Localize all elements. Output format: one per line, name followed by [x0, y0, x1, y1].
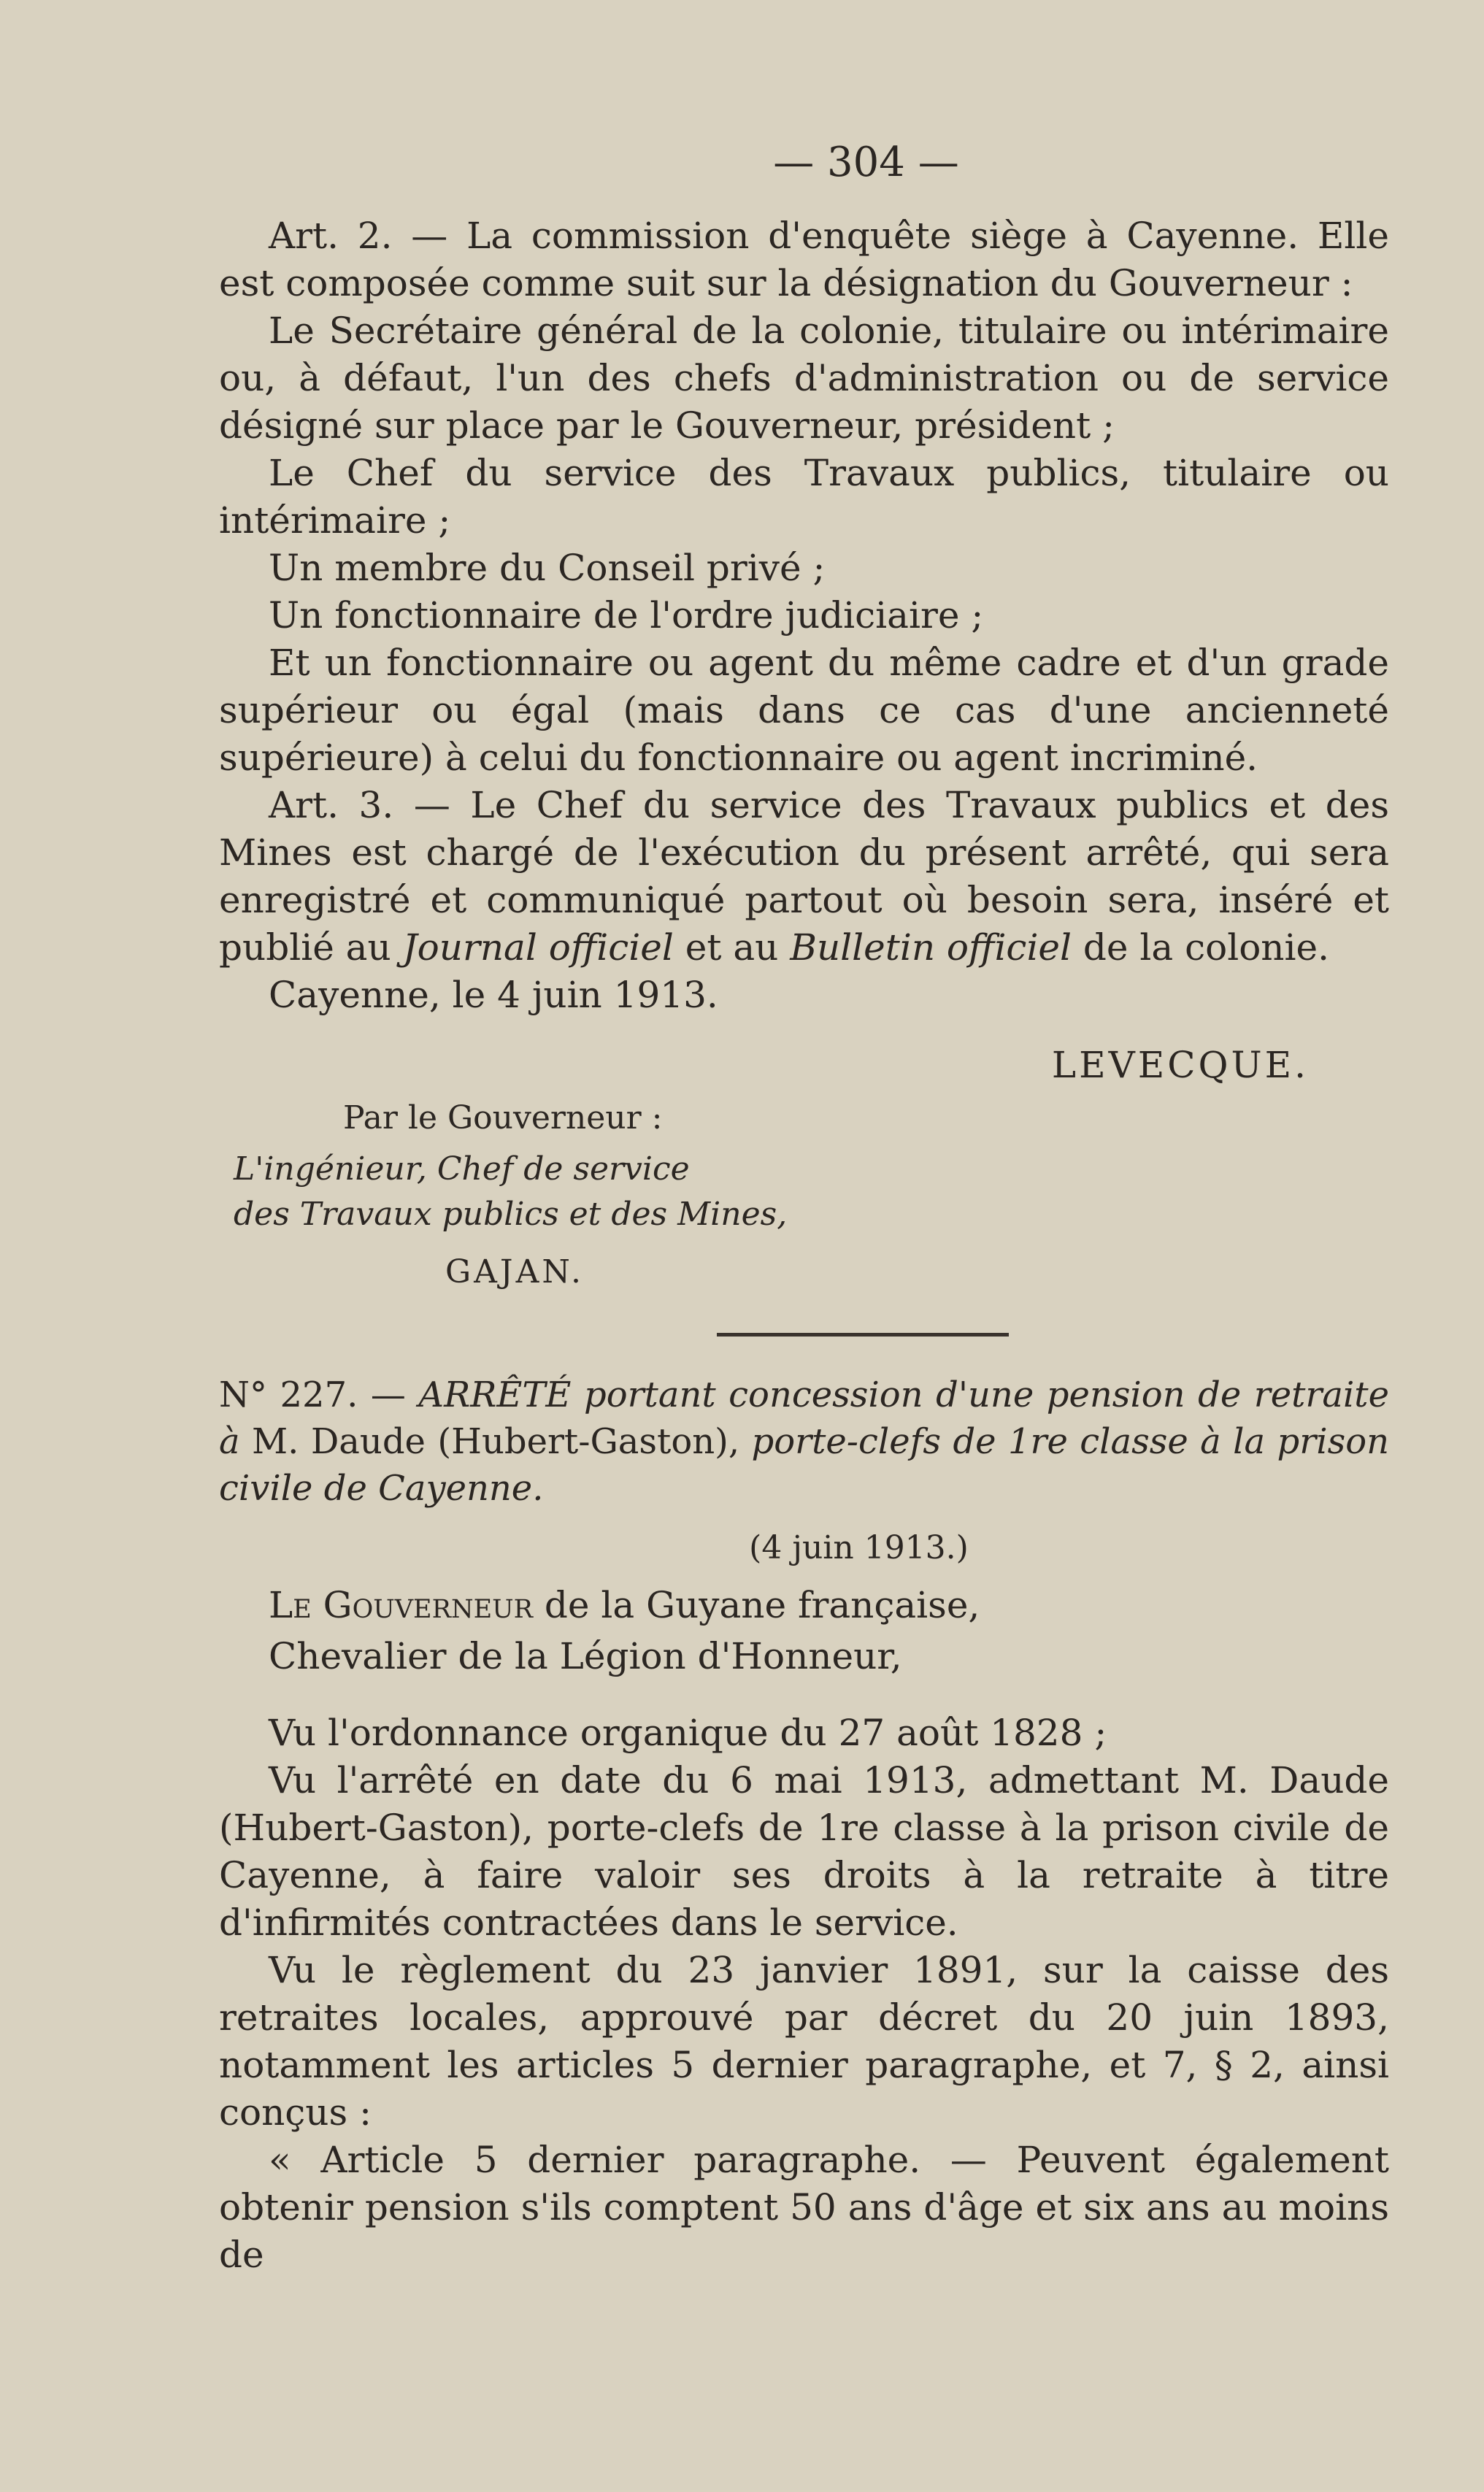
official-title-line-1: L'ingénieur, Chef de service	[234, 1150, 690, 1188]
decree-number: N° 227. —	[219, 1374, 419, 1415]
bulletin-officiel: Bulletin officiel	[790, 926, 1072, 969]
spacer	[219, 1682, 1389, 1710]
article-3-text-after: de la colonie.	[1072, 926, 1329, 969]
official-title	[234, 1147, 1389, 1237]
article-3	[219, 782, 1389, 1019]
article-3-text	[219, 782, 1389, 972]
considerations	[219, 1710, 1389, 2279]
member-item: Le Secrétaire général de la colonie, titulaire ou intérimaire ou, à défaut, l'un des chefs d'administration ou de service désigné sur place par le Gouverneur, président ;	[219, 309, 1389, 447]
decree-title-part-2: porte-clefs de 1re classe à la prison civile de Cayenne.	[219, 1421, 1390, 1509]
vu-arrete: Vu l'arrêté en date du 6 mai 1913, admettant M. Daude (Hubert-Gaston), porte-clefs de 1re classe à la prison civile de Cayenne, à faire valoir ses droits à la retraite à titre d'infirmités contractées dans le service.	[219, 1759, 1389, 1944]
member-item: Un fonctionnaire de l'ordre judiciaire ;	[269, 594, 984, 637]
decree-title-part-1: ARRÊTÉ portant concession d'une pension de retraite à	[219, 1374, 1390, 1462]
by-governor: Par le Gouverneur :	[343, 1099, 663, 1137]
vu-ordonnance: Vu l'ordonnance organique du 27 août 1828 ;	[269, 1712, 1107, 1754]
official-name: GAJAN.	[445, 1253, 585, 1291]
member-item: Le Chef du service des Travaux publics, titulaire ou intérimaire ;	[219, 452, 1389, 542]
member-item: Un membre du Conseil privé ;	[269, 547, 826, 589]
governor-prefix: Le Gouverneur	[269, 1584, 533, 1626]
page-number: — 304 —	[773, 139, 959, 186]
quoted-article: « Article 5 dernier paragraphe. — Peuvent également obtenir pension s'ils comptent 50 ans d'âge et six ans au moins de	[219, 2139, 1389, 2276]
decree-person-name: M. Daude (Hubert-Gaston)	[252, 1421, 728, 1462]
article-3-text-before: Art. 3. — Le Chef du service des Travaux publics et des Mines est chargé de l'exécution du présent arrêté, qui sera enregistré et communiqué partout où besoin sera, inséré et publié au	[219, 784, 1389, 969]
decree-date: (4 juin 1913.)	[749, 1529, 969, 1566]
decree-title-separator: ,	[728, 1421, 752, 1462]
member-item: Et un fonctionnaire ou agent du même cadre et d'un grade supérieur ou égal (mais dans ce cas d'une ancienneté supérieure) à celui du fonctionnaire ou agent incriminé.	[219, 642, 1389, 779]
article-2	[219, 212, 1389, 782]
governor-line	[219, 1580, 1389, 1631]
decree-heading	[219, 1372, 1389, 1512]
section-divider	[717, 1333, 1009, 1337]
article-2-intro: Art. 2. — La commission d'enquête siège à Cayenne. Elle est composée comme suit sur la désignation du Gouverneur :	[219, 215, 1389, 304]
governor-line-2: Chevalier de la Légion d'Honneur,	[269, 1635, 902, 1677]
place-date: Cayenne, le 4 juin 1913.	[269, 974, 718, 1016]
official-title-line-2: des Travaux publics et des Mines,	[234, 1196, 788, 1233]
journal-officiel: Journal officiel	[402, 926, 674, 969]
article-3-text-mid: et au	[673, 926, 791, 969]
governor-signature: LEVECQUE.	[1051, 1044, 1309, 1086]
vu-reglement: Vu le règlement du 23 janvier 1891, sur la caisse des retraites locales, approuvé par décret du 20 juin 1893, notamment les articles 5 dernier paragraphe, et 7, § 2, ainsi conçus :	[219, 1949, 1389, 2134]
governor-rest: de la Guyane française,	[532, 1584, 980, 1626]
